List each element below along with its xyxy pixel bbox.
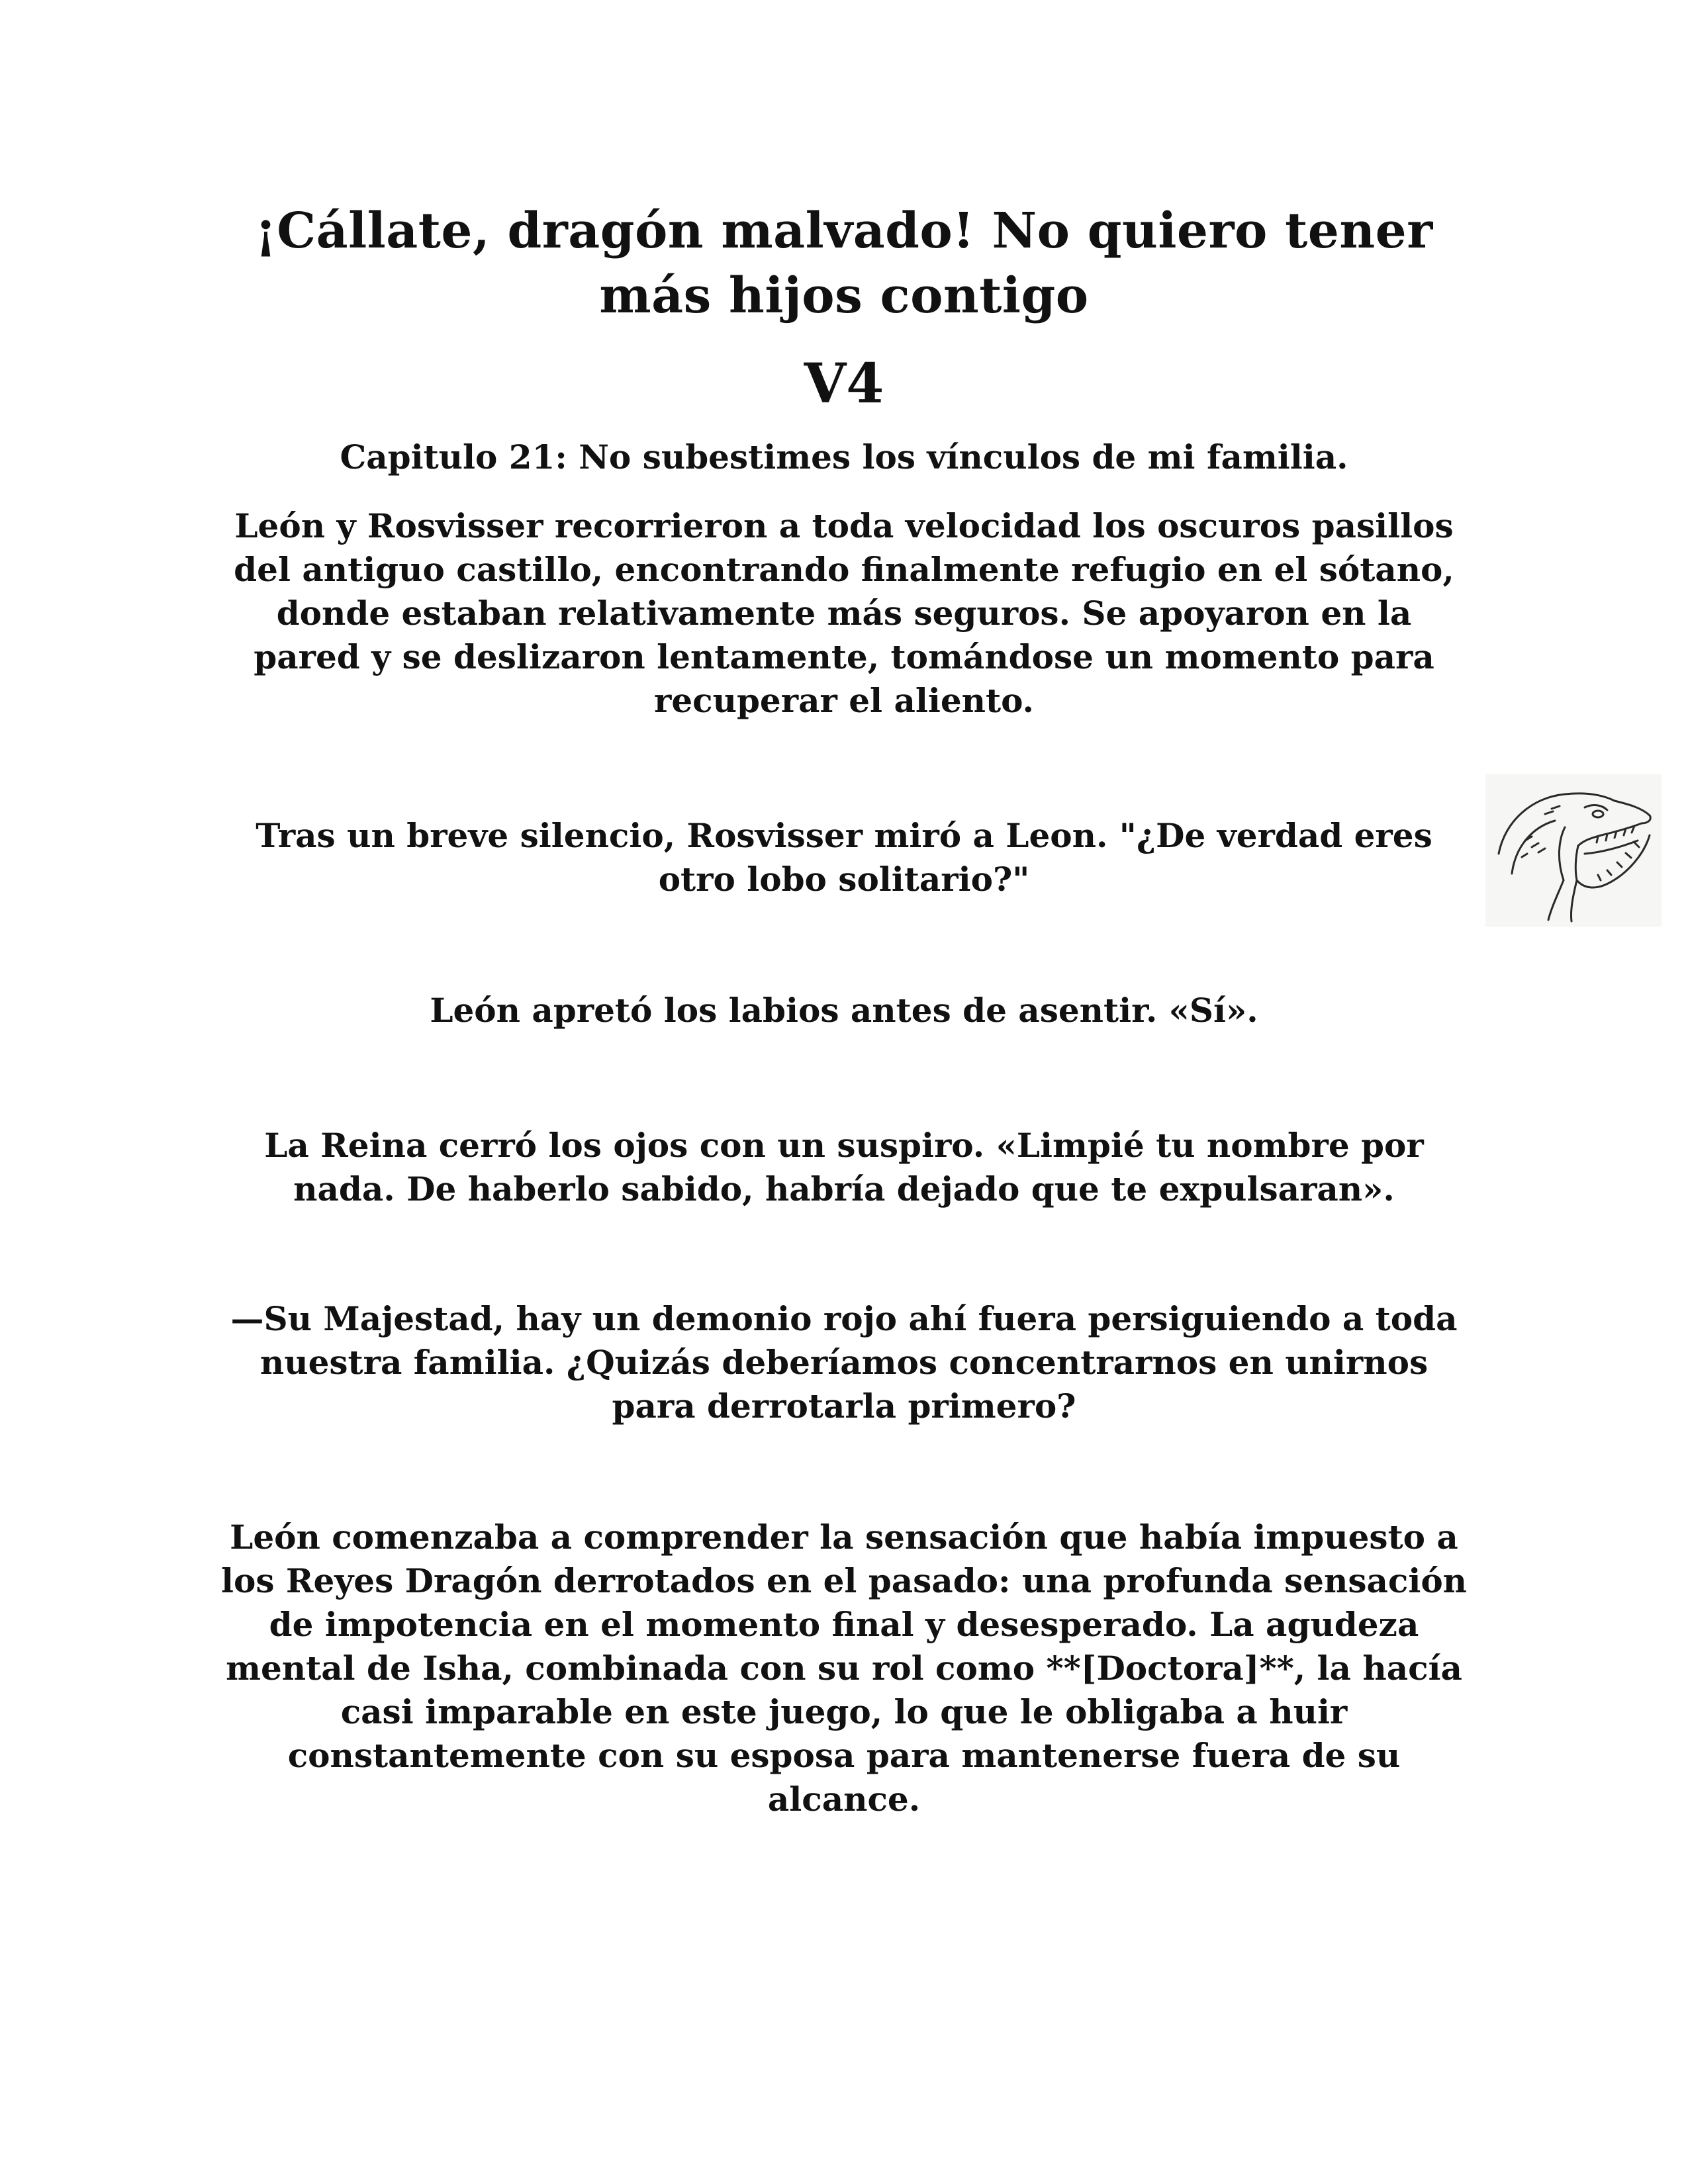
paragraph: León apretó los labios antes de asentir. «Sí».	[430, 991, 1258, 1030]
chapter-heading: Capitulo 21: No subestimes los vínculos de mi familia.	[340, 437, 1348, 477]
paragraph: Tras un breve silencio, Rosvisser miró a Leon. "¿De verdad eres otro lobo solitario?"	[256, 816, 1432, 899]
volume-label: V4	[804, 352, 884, 416]
paragraph: León y Rosvisser recorrieron a toda velocidad los oscuros pasillos del antiguo castillo, encontrando finalmente refugio en el sótano, donde estaban relativamente más seguros. Se apoyaron en la pared y se deslizaron lentamente, tomándose un momento para recuperar el aliento.	[234, 506, 1454, 720]
document-title: ¡Cállate, dragón malvado! No quiero tener más hijos contigo	[255, 203, 1433, 324]
dragon-head-sketch-icon	[1485, 774, 1662, 927]
paragraph: —Su Majestad, hay un demonio rojo ahí fuera persiguiendo a toda nuestra familia. ¿Quizás deberíamos concentrarnos en unirnos para derrotarla primero?	[230, 1299, 1458, 1426]
paragraph: León comenzaba a comprender la sensación que había impuesto a los Reyes Dragón derrotados en el pasado: una profunda sensación de impotencia en el momento final y desesperado. La agudeza mental de Isha, combinada con su rol como **[Doctora]**, la hacía casi imparable en este juego, lo que le obligaba a huir constantemente con su esposa para mantenerse fuera de su alcance.	[220, 1518, 1468, 1819]
dragon-head-drawing	[1485, 774, 1662, 927]
paragraph: La Reina cerró los ojos con un suspiro. «Limpié tu nombre por nada. De haberlo sabido, habría dejado que te expulsaran».	[264, 1126, 1424, 1208]
